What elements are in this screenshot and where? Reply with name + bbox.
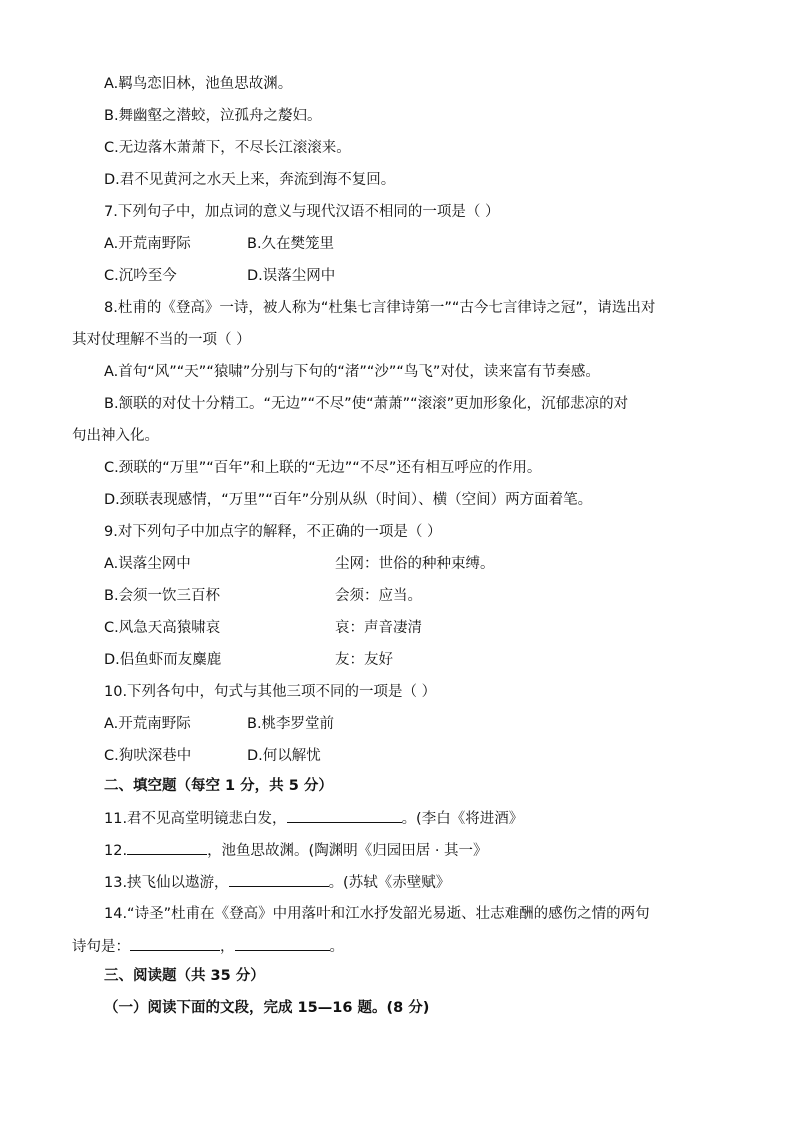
- option-8d: D.颈联表现感情，“万里”“百年”分别从纵（时间）、横（空间）两方面着笔。: [104, 492, 593, 508]
- question-11: [104, 808, 523, 829]
- option-6b: B.舞幽壑之潜蛟，泣孤舟之嫠妇。: [104, 108, 322, 124]
- answer-blank-11[interactable]: [287, 808, 402, 823]
- question-12-number: 12.: [104, 843, 128, 859]
- section-heading-fill: 二、填空题（每空 1 分，共 5 分）: [104, 778, 333, 794]
- subsection-heading-1: （一）阅读下面的文段，完成 15—16 题。(8 分): [104, 1000, 430, 1016]
- option-9d: D.侣鱼虾而友麋鹿: [104, 652, 222, 668]
- option-9b: B.会须一饮三百杯: [104, 588, 221, 604]
- answer-blank-12[interactable]: [127, 840, 207, 855]
- question-14-comma: ，: [220, 939, 235, 955]
- question-13-text: 13.挟飞仙以遨游，: [104, 875, 229, 891]
- question-14: 14.“诗圣”杜甫在《登高》中用落叶和江水抒发韶光易逝、壮志难酬的感伤之情的两句: [104, 906, 650, 922]
- question-7: 7.下列句子中，加点词的意义与现代汉语不相同的一项是（ ）: [104, 204, 500, 220]
- question-13-source: 。(苏轼《赤壁赋》: [328, 875, 451, 891]
- option-6d: D.君不见黄河之水天上来，奔流到海不复回。: [104, 172, 396, 188]
- option-7d: D.误落尘网中: [247, 268, 336, 284]
- option-9a: A.误落尘网中: [104, 556, 191, 572]
- question-12-text: ，池鱼思故渊。(陶渊明《归园田居 · 其一》: [207, 843, 488, 859]
- option-7c: C.沉吟至今: [104, 268, 177, 284]
- question-14-cont: [72, 936, 344, 957]
- question-11-source: 。(李白《将进酒》: [401, 811, 524, 827]
- option-9a-explain: 尘网：世俗的种种束缚。: [335, 556, 495, 572]
- option-8a: A.首句“风”“天”“猿啸”分别与下句的“渚”“沙”“鸟飞”对仗，读来富有节奏感。: [104, 364, 600, 380]
- option-8b: B.颔联的对仗十分精工。“无边”“不尽”使“萧萧”“滚滚”更加形象化，沉郁悲凉的对: [104, 396, 629, 412]
- option-8b-cont: 句出神入化。: [72, 428, 159, 444]
- option-9c-explain: 哀：声音凄清: [335, 620, 422, 636]
- question-9: 9.对下列句子中加点字的解释，不正确的一项是（ ）: [104, 524, 442, 540]
- section-heading-reading: 三、阅读题（共 35 分）: [104, 968, 265, 984]
- option-10b: B.桃李罗堂前: [247, 716, 335, 732]
- option-9c: C.风急天高猿啸哀: [104, 620, 221, 636]
- option-10d: D.何以解忧: [247, 748, 321, 764]
- answer-blank-13[interactable]: [229, 872, 329, 887]
- question-8: 8.杜甫的《登高》一诗，被人称为“杜集七言律诗第一”“古今七言律诗之冠”，请选出对: [104, 300, 656, 316]
- question-8-cont: 其对仗理解不当的一项（ ）: [72, 332, 251, 348]
- question-14-period: 。: [329, 939, 344, 955]
- option-6c: C.无边落木萧萧下，不尽长江滚滚来。: [104, 140, 351, 156]
- option-9d-explain: 友：友好: [335, 652, 393, 668]
- option-10c: C.狗吠深巷中: [104, 748, 192, 764]
- answer-blank-14b[interactable]: [235, 936, 330, 951]
- option-9b-explain: 会须：应当。: [335, 588, 422, 604]
- answer-blank-14a[interactable]: [130, 936, 220, 951]
- question-14-lead: 诗句是：: [72, 939, 130, 955]
- option-7a: A.开荒南野际: [104, 236, 191, 252]
- option-8c: C.颈联的“万里”“百年”和上联的“无边”“不尽”还有相互呼应的作用。: [104, 460, 542, 476]
- option-10a: A.开荒南野际: [104, 716, 191, 732]
- option-6a: A.羁鸟恋旧林，池鱼思故渊。: [104, 76, 293, 92]
- question-11-text: 11.君不见高堂明镜悲白发，: [104, 811, 287, 827]
- question-10: 10.下列各句中，句式与其他三项不同的一项是（ ）: [104, 684, 437, 700]
- question-12: [104, 840, 488, 861]
- question-13: [104, 872, 450, 893]
- option-7b: B.久在樊笼里: [247, 236, 335, 252]
